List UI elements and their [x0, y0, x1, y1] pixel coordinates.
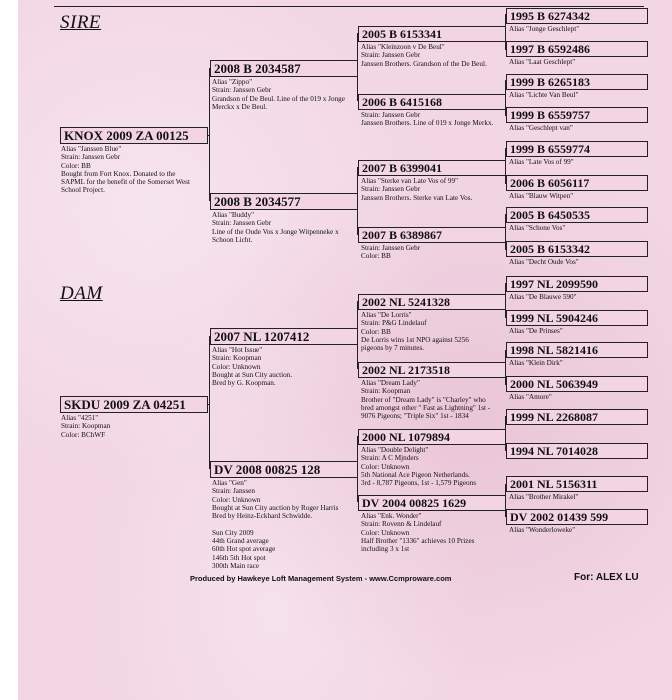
gen3-ring-box: 2006 B 6415168: [358, 94, 506, 110]
gen4-ring-box: 2006 B 6056117: [506, 175, 648, 191]
dam-ring-box: SKDU 2009 ZA 04251: [60, 396, 208, 413]
sire-heading: SIRE: [60, 12, 102, 33]
gen4-info: Alias "Decht Oude Vos": [509, 258, 579, 266]
gen4-ring-box: 1999 B 6559757: [506, 107, 648, 123]
gen4-info: Alias "Laat Geschlept": [509, 58, 576, 66]
gen3-info: Alias "Kleinzoon v De Beul" Strain: Janssen Gebr Janssen Brothers. Grandson of the De Beul.: [361, 43, 487, 68]
gen4-ring-box: 1999 B 6265183: [506, 74, 648, 90]
gen4-ring-box: 1999 NL 5904246: [506, 310, 648, 326]
gen4-ring-box: 1999 B 6559774: [506, 141, 648, 157]
gen4-info: Alias "De Blauwe 590": [509, 293, 577, 301]
gen3-ring-box: 2007 B 6389867: [358, 227, 506, 243]
gen4-info: Alias "Late Vos of 99": [509, 158, 574, 166]
gen4-ring-box: 2005 B 6153342: [506, 241, 648, 257]
dam-info: Alias "4251" Strain: Koopman Color: BChWF: [61, 414, 111, 439]
gen4-ring-box: 1997 NL 2099590: [506, 276, 648, 292]
gen3-ring-box: 2002 NL 2173518: [358, 362, 506, 378]
gen3-info: Alias "Enk. Wonder" Strain: Rovenn & Lindelauf Color: Unknown Half Brother "1336" achieves 10 Prizes including 3 x 1st: [361, 512, 475, 554]
gen3-info: Alias "Sterke van Late Vos of 99" Strain: Janssen Gebr Janssen Brothers. Sterke van Late Vos.: [361, 177, 473, 202]
gen4-info: Alias "Brother Mirakel": [509, 493, 579, 501]
gen3-ring-box: DV 2004 00825 1629: [358, 495, 506, 511]
top-rule: [54, 6, 644, 7]
gen4-ring-box: 1994 NL 7014028: [506, 443, 648, 459]
gen3-info: Strain: Janssen Gebr Janssen Brothers. Line of 019 x Jonge Merkx.: [361, 111, 494, 128]
gen2-ring-box: 2008 B 2034577: [210, 193, 358, 210]
gen4-info: Alias "Wonderloweke": [509, 526, 576, 534]
gen4-info: Alias "Geschlept van": [509, 124, 573, 132]
gen4-ring-box: 2001 NL 5156311: [506, 476, 648, 492]
gen2-ring-box: 2007 NL 1207412: [210, 328, 358, 345]
gen2-ring-box: DV 2008 00825 128: [210, 461, 358, 478]
gen3-ring-box: 2002 NL 5241328: [358, 294, 506, 310]
gen2-info: Alias "Gen" Strain: Janssen Color: Unknown Bought at Sun City auction by Roger Harris Bred by Heinz-Eckhard Schwidde. Sun City 2009 44th Grand average 60th Hot spot average 146th 5th Hot spot 300th Main race: [212, 479, 339, 570]
gen2-info: Alias "Zippo" Strain: Janssen Gebr Grandson of De Beul. Line of the 019 x Jonge Merckx x De Beul.: [212, 78, 345, 111]
dam-heading: DAM: [60, 283, 103, 304]
gen3-ring-box: 2000 NL 1079894: [358, 429, 506, 445]
gen2-ring-box: 2008 B 2034587: [210, 60, 358, 77]
gen4-info: Alias "Schone Vos": [509, 224, 566, 232]
gen4-info: Alias "Amore": [509, 393, 552, 401]
gen3-info: Alias "De Lorris" Strain: P&G Lindelauf Color: BB De Lorris wins 1st NPO against 5256 pigeons by 7 minutes.: [361, 311, 469, 353]
gen4-info: Alias "Jonge Geschlept": [509, 25, 580, 33]
gen4-ring-box: 1999 NL 2268087: [506, 409, 648, 425]
gen2-info: Alias "Buddy" Strain: Janssen Gebr Line of the Oude Vos x Jonge Witpenneke x Schoon Licht.: [212, 211, 339, 244]
gen4-ring-box: 2005 B 6450535: [506, 207, 648, 223]
gen4-ring-box: 2000 NL 5063949: [506, 376, 648, 392]
owner-label: For: ALEX LU: [574, 572, 639, 583]
gen4-ring-box: DV 2002 01439 599: [506, 509, 648, 525]
gen4-info: Alias "Lichte Van Beul": [509, 91, 579, 99]
gen2-info: Alias "Hot Issue" Strain: Koopman Color: Unknown Bought at Sun City auction. Bred by G. Koopman.: [212, 346, 293, 388]
sire-info: Alias "Janssen Blue" Strain: Janssen Gebr Color: BB Bought from Fort Knox. Donated to the SAPML for the benefit of the Somerset West School Project.: [61, 145, 190, 195]
produced-by-footer: Produced by Hawkeye Loft Management System - www.Ccmproware.com: [190, 574, 452, 583]
gen3-ring-box: 2007 B 6399041: [358, 160, 506, 176]
gen3-info: Alias "Dream Lady" Strain: Koopman Brother of "Dream Lady" is "Charley" who bred amongst other " Fast as Lightning" 1st - 9076 Pigeons; "Triple Six" 1st - 1834: [361, 379, 491, 421]
gen3-info: Alias "Double Delight" Strain: A C Mjnders Color: Unknown 5th National Ace Pigeon Netherlands. 3rd - 8,787 Pigeons, 1st - 1,579 Pigeons: [361, 446, 476, 488]
sire-ring-box: KNOX 2009 ZA 00125: [60, 127, 208, 144]
gen4-ring-box: 1998 NL 5821416: [506, 342, 648, 358]
gen4-info: Alias "Klein Dirk": [509, 359, 563, 367]
gen4-ring-box: 1997 B 6592486: [506, 41, 648, 57]
gen4-ring-box: 1995 B 6274342: [506, 8, 648, 24]
gen4-info: Alias "De Prinses": [509, 327, 563, 335]
gen4-info: Alias "Blauw Witpen": [509, 192, 574, 200]
gen3-ring-box: 2005 B 6153341: [358, 26, 506, 42]
gen3-info: Strain: Janssen Gebr Color: BB: [361, 244, 421, 261]
